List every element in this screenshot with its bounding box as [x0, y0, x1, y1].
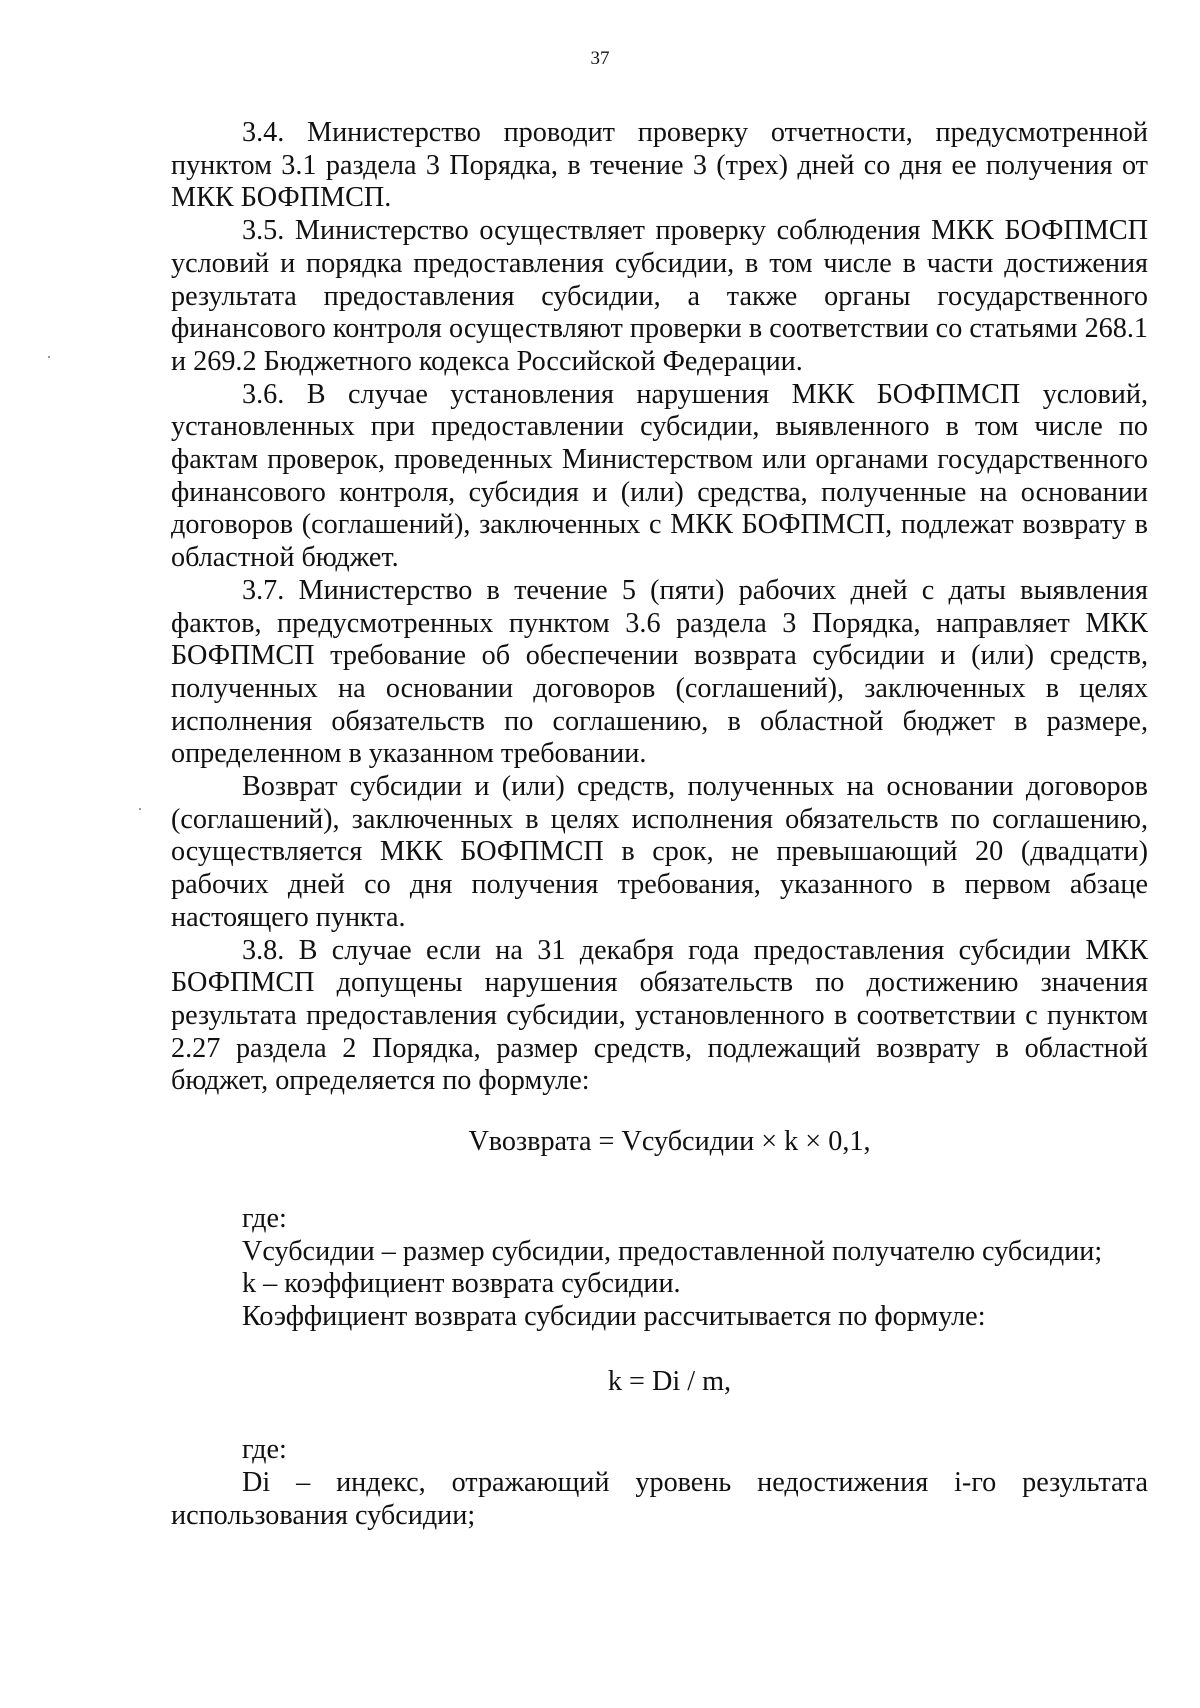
definition-k: k – коэффициент возврата субсидии. — [242, 1268, 681, 1300]
paragraph-3-8: 3.8. В случае если на 31 декабря года предоставления субсидии МКК БОФПМСП допущены нарушения обязательств по достижению значения результата предоставления субсидии, установленного в соответствии с пунктом 2.27 раздела 2 Порядка, размер средств, подлежащий возврату в областной бюджет, определяется по формуле: — [171, 934, 1148, 1097]
scan-speck — [139, 808, 141, 810]
paragraph-3-4: 3.4. Министерство проводит проверку отчетности, предусмотренной пунктом 3.1 раздела 3 Порядка, в течение 3 (трех) дней со дня ее получения от МКК БОФПМСП. — [171, 117, 1148, 214]
paragraph-3-5: 3.5. Министерство осуществляет проверку соблюдения МКК БОФПМСП условий и порядка предоставления субсидии, в том числе в части достижения результата предоставления субсидии, а также органы государственного финансового контроля осуществляют проверки в соответствии со статьями 268.1 и 269.2 Бюджетного кодекса Российской Федерации. — [171, 215, 1148, 377]
where-label: где: — [242, 1202, 287, 1234]
return-formula: Vвозврата = Vсубсидии × k × 0,1, — [468, 1126, 871, 1158]
scan-speck — [48, 356, 50, 358]
document-body — [171, 117, 1148, 1532]
paragraph-3-7-return: Возврат субсидии и (или) средств, полученных на основании договоров (соглашений), заключенных в целях исполнения обязательств по соглашению, осуществляется МКК БОФПМСП в срок, не превышающий 20 (двадцати) рабочих дней со дня получения требования, указанного в первом абзаце настоящего пункта. — [171, 771, 1148, 933]
definition-di: Di – индекс, отражающий уровень недостижения i-го результата использования субсидии; — [171, 1467, 1148, 1531]
paragraph-3-6: 3.6. В случае установления нарушения МКК БОФПМСП условий, установленных при предоставлении субсидии, выявленного в том числе по фактам проверок, проведенных Министерством или органами государственного финансового контроля, субсидия и (или) средства, полученные на основании договоров (соглашений), заключенных с МКК БОФПМСП, подлежат возврату в областной бюджет. — [171, 378, 1148, 574]
page-number: 37 — [590, 48, 610, 69]
coefficient-formula: k = Di / m, — [607, 1365, 732, 1397]
coefficient-intro: Коэффициент возврата субсидии рассчитывается по формуле: — [242, 1300, 986, 1332]
definition-v-subsidy: Vсубсидии – размер субсидии, предоставленной получателю субсидии; — [242, 1235, 1103, 1267]
paragraph-3-7: 3.7. Министерство в течение 5 (пяти) рабочих дней с даты выявления фактов, предусмотренных пунктом 3.6 раздела 3 Порядка, направляет МКК БОФПМСП требование об обеспечении возврата субсидии и (или) средств, полученных на основании договоров (соглашений), заключенных в целях исполнения обязательств по соглашению, в областной бюджет в размере, определенном в указанном требовании. — [171, 574, 1148, 770]
where-label-2: где: — [242, 1434, 287, 1466]
